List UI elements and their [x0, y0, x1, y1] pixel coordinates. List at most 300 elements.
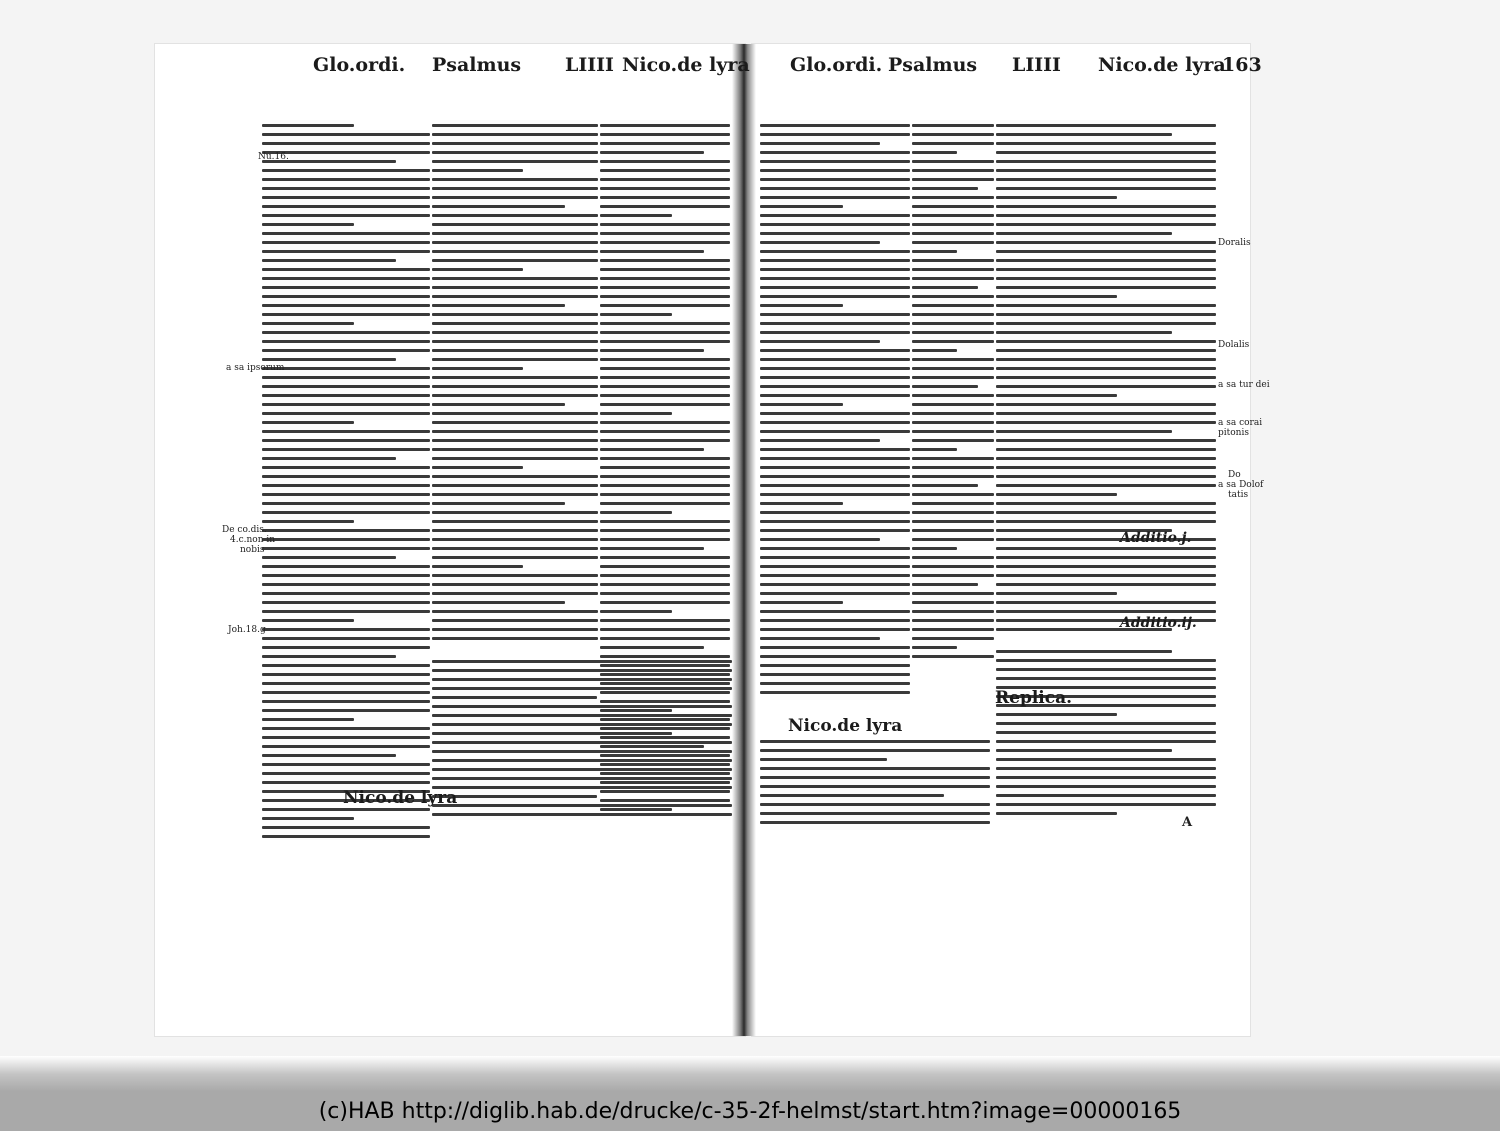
text-line — [912, 448, 957, 451]
text-line — [912, 241, 994, 244]
text-line — [912, 133, 994, 136]
text-line — [600, 322, 730, 325]
text-line — [262, 655, 396, 658]
text-line — [432, 151, 598, 154]
text-line — [760, 385, 910, 388]
text-line — [760, 637, 880, 640]
text-line — [760, 340, 880, 343]
margin-note: Doralis — [1218, 238, 1251, 248]
text-line — [262, 547, 430, 550]
text-line — [262, 394, 430, 397]
text-line — [600, 376, 730, 379]
text-line — [262, 781, 430, 784]
text-line — [432, 484, 598, 487]
right-psalm-text-column — [912, 124, 994, 664]
additio-two-heading: Additio.ij. — [1120, 615, 1197, 631]
text-line — [760, 466, 910, 469]
text-line — [912, 250, 957, 253]
text-line — [760, 259, 910, 262]
text-line — [760, 376, 910, 379]
right-additio-replica-text — [996, 650, 1216, 825]
text-line — [432, 142, 598, 145]
text-line — [912, 340, 994, 343]
text-line — [996, 502, 1216, 505]
text-line — [432, 214, 598, 217]
text-line — [432, 394, 598, 397]
text-line — [760, 556, 910, 559]
right-header-number: LIIII — [1012, 54, 1061, 76]
text-line — [912, 574, 994, 577]
text-line — [600, 466, 730, 469]
text-line — [262, 277, 430, 280]
text-line — [996, 439, 1216, 442]
text-line — [996, 160, 1216, 163]
text-line — [600, 403, 730, 406]
left-header-number: LIIII — [565, 54, 614, 76]
text-line — [996, 205, 1216, 208]
text-line — [262, 583, 430, 586]
right-gloss-column-outer — [996, 124, 1216, 644]
text-line — [760, 812, 990, 815]
left-gloss-column-outer — [262, 124, 430, 849]
text-line — [262, 340, 430, 343]
text-line — [760, 214, 910, 217]
text-line — [600, 358, 730, 361]
text-line — [912, 385, 978, 388]
text-line — [262, 196, 430, 199]
text-line — [432, 556, 598, 559]
text-line — [432, 759, 732, 762]
text-line — [996, 547, 1216, 550]
text-line — [262, 358, 396, 361]
text-line — [912, 475, 994, 478]
text-line — [600, 313, 672, 316]
right-header-psalm: Psalmus — [888, 54, 978, 76]
text-line — [262, 484, 430, 487]
text-line — [600, 457, 730, 460]
text-line — [760, 583, 910, 586]
text-line — [262, 718, 354, 721]
text-line — [600, 565, 730, 568]
text-line — [912, 493, 994, 496]
text-line — [760, 421, 910, 424]
text-line — [262, 466, 430, 469]
text-line — [432, 574, 598, 577]
text-line — [996, 668, 1216, 671]
text-line — [432, 439, 598, 442]
text-line — [996, 520, 1216, 523]
text-line — [912, 529, 994, 532]
text-line — [262, 754, 396, 757]
text-line — [262, 448, 430, 451]
text-line — [600, 367, 730, 370]
text-line — [996, 610, 1216, 613]
text-line — [262, 520, 354, 523]
text-line — [996, 277, 1216, 280]
text-line — [912, 412, 994, 415]
text-line — [600, 601, 730, 604]
text-line — [996, 124, 1216, 127]
text-line — [262, 826, 430, 829]
margin-note: Dolalis — [1218, 340, 1250, 350]
text-line — [912, 367, 994, 370]
text-line — [760, 232, 910, 235]
right-header-gloss: Glo.ordi. — [790, 54, 883, 76]
text-line — [912, 277, 994, 280]
text-line — [432, 322, 598, 325]
text-line — [432, 448, 598, 451]
text-line — [262, 241, 430, 244]
text-line — [600, 484, 730, 487]
text-line — [912, 403, 994, 406]
text-line — [600, 151, 704, 154]
text-line — [432, 547, 598, 550]
text-line — [432, 430, 598, 433]
text-line — [432, 250, 598, 253]
text-line — [996, 304, 1216, 307]
left-header-gloss: Glo.ordi. — [313, 54, 406, 76]
text-line — [996, 196, 1117, 199]
text-line — [432, 565, 523, 568]
text-line — [760, 358, 910, 361]
text-line — [912, 637, 994, 640]
text-line — [262, 772, 430, 775]
text-line — [432, 732, 672, 735]
text-line — [760, 740, 990, 743]
text-line — [432, 493, 598, 496]
text-line — [996, 133, 1172, 136]
text-line — [600, 412, 672, 415]
text-line — [600, 430, 730, 433]
text-line — [262, 286, 430, 289]
text-line — [760, 538, 880, 541]
text-line — [760, 592, 910, 595]
text-line — [760, 520, 910, 523]
text-line — [996, 340, 1216, 343]
text-line — [760, 628, 910, 631]
text-line — [760, 223, 910, 226]
text-line — [262, 385, 430, 388]
text-line — [996, 749, 1172, 752]
text-line — [760, 646, 910, 649]
text-line — [432, 511, 598, 514]
text-line — [262, 610, 430, 613]
text-line — [600, 628, 730, 631]
text-line — [262, 556, 396, 559]
text-line — [996, 794, 1216, 797]
text-line — [760, 457, 910, 460]
margin-note: tatis — [1228, 490, 1249, 500]
text-line — [262, 295, 430, 298]
text-line — [912, 502, 994, 505]
text-line — [432, 813, 732, 816]
text-line — [432, 804, 732, 807]
book-gutter — [732, 44, 756, 1036]
text-line — [760, 502, 843, 505]
text-line — [912, 187, 978, 190]
text-line — [996, 169, 1216, 172]
text-line — [760, 655, 910, 658]
text-line — [600, 277, 730, 280]
text-line — [996, 677, 1216, 680]
text-line — [760, 412, 910, 415]
text-line — [262, 178, 430, 181]
text-line — [760, 160, 910, 163]
text-line — [912, 142, 994, 145]
margin-note: pitonis — [1218, 428, 1249, 438]
margin-note: 4.c.non in — [230, 535, 276, 545]
text-line — [912, 646, 957, 649]
text-line — [600, 124, 730, 127]
footer-bar — [0, 1092, 1500, 1131]
right-lyra-commentary — [760, 740, 990, 835]
text-line — [432, 538, 598, 541]
text-line — [262, 601, 430, 604]
text-line — [262, 493, 430, 496]
text-line — [262, 268, 430, 271]
text-line — [912, 349, 957, 352]
text-line — [760, 169, 910, 172]
text-line — [912, 466, 994, 469]
text-line — [912, 628, 994, 631]
text-line — [996, 803, 1216, 806]
text-line — [996, 511, 1216, 514]
text-line — [432, 421, 598, 424]
text-line — [262, 619, 354, 622]
text-line — [262, 511, 430, 514]
text-line — [760, 286, 910, 289]
margin-note: Do — [1228, 470, 1241, 480]
text-line — [600, 511, 672, 514]
text-line — [996, 322, 1216, 325]
text-line — [912, 205, 994, 208]
text-line — [262, 538, 430, 541]
text-line — [432, 331, 598, 334]
text-line — [262, 187, 430, 190]
text-line — [600, 178, 730, 181]
text-line — [760, 691, 910, 694]
text-line — [912, 358, 994, 361]
text-line — [760, 178, 910, 181]
text-line — [760, 133, 910, 136]
text-line — [996, 358, 1216, 361]
text-line — [262, 736, 430, 739]
replica-heading: Replica. — [995, 688, 1073, 708]
text-line — [600, 610, 672, 613]
text-line — [432, 223, 598, 226]
text-line — [912, 214, 994, 217]
text-line — [996, 394, 1117, 397]
text-line — [912, 457, 994, 460]
text-line — [432, 277, 598, 280]
text-line — [760, 529, 910, 532]
text-line — [432, 178, 598, 181]
text-line — [760, 331, 910, 334]
text-line — [262, 745, 430, 748]
text-line — [432, 669, 732, 672]
text-line — [996, 385, 1216, 388]
text-line — [432, 502, 565, 505]
text-line — [600, 196, 730, 199]
text-line — [600, 529, 730, 532]
text-line — [912, 232, 994, 235]
text-line — [760, 439, 880, 442]
text-line — [262, 331, 430, 334]
text-line — [760, 493, 910, 496]
text-line — [432, 696, 597, 699]
text-line — [760, 619, 910, 622]
text-line — [912, 160, 994, 163]
additio-one-heading: Additio.j. — [1120, 530, 1192, 546]
text-line — [262, 349, 430, 352]
text-line — [262, 259, 396, 262]
text-line — [996, 412, 1216, 415]
text-line — [432, 687, 732, 690]
text-line — [432, 660, 732, 663]
text-line — [262, 205, 430, 208]
text-line — [760, 803, 990, 806]
text-line — [912, 583, 978, 586]
text-line — [760, 304, 843, 307]
text-line — [996, 250, 1216, 253]
text-line — [760, 601, 843, 604]
text-line — [996, 430, 1172, 433]
text-line — [600, 493, 730, 496]
margin-note: a sa tur dei — [1218, 380, 1270, 390]
text-line — [262, 529, 430, 532]
text-line — [912, 259, 994, 262]
text-line — [760, 196, 910, 199]
text-line — [432, 205, 565, 208]
text-line — [996, 142, 1216, 145]
text-line — [996, 556, 1216, 559]
text-line — [432, 169, 523, 172]
text-line — [912, 421, 994, 424]
text-line — [912, 430, 994, 433]
text-line — [996, 466, 1216, 469]
text-line — [760, 448, 910, 451]
text-line — [912, 268, 994, 271]
text-line — [760, 205, 843, 208]
text-line — [912, 394, 994, 397]
text-line — [600, 385, 730, 388]
text-line — [996, 331, 1172, 334]
text-line — [262, 835, 430, 838]
text-line — [996, 223, 1216, 226]
text-line — [432, 133, 598, 136]
right-folio-number: 163 — [1222, 54, 1262, 76]
right-header-author: Nico.de lyra — [1098, 54, 1226, 76]
text-line — [262, 133, 430, 136]
text-line — [432, 412, 598, 415]
text-line — [432, 601, 565, 604]
text-line — [912, 556, 994, 559]
text-line — [760, 664, 910, 667]
text-line — [262, 412, 430, 415]
text-line — [262, 457, 396, 460]
scanner-shadow — [0, 1056, 1500, 1092]
text-line — [432, 349, 598, 352]
text-line — [432, 592, 598, 595]
text-line — [996, 583, 1216, 586]
text-line — [432, 714, 732, 717]
text-line — [996, 448, 1216, 451]
text-line — [262, 376, 430, 379]
text-line — [432, 619, 598, 622]
margin-note: a sa Dolof — [1218, 480, 1264, 490]
text-line — [912, 439, 994, 442]
text-line — [432, 358, 598, 361]
text-line — [262, 214, 430, 217]
text-line — [432, 340, 598, 343]
text-line — [262, 169, 430, 172]
text-line — [996, 592, 1117, 595]
text-line — [432, 385, 598, 388]
signature-mark: A — [1182, 815, 1193, 830]
text-line — [262, 664, 430, 667]
copyright-url: (c)HAB http://diglib.hab.de/drucke/c-35-2f-helmst/start.htm?image=00000165 — [318, 1099, 1182, 1124]
text-line — [996, 421, 1216, 424]
left-lyra-heading: Nico.de lyra — [343, 788, 458, 808]
text-line — [996, 241, 1216, 244]
text-line — [262, 682, 430, 685]
right-gloss-column-inner — [760, 124, 910, 704]
text-line — [262, 124, 354, 127]
text-line — [600, 520, 730, 523]
left-psalm-text-column — [432, 124, 598, 654]
text-line — [996, 574, 1216, 577]
text-line — [262, 646, 430, 649]
text-line — [262, 763, 430, 766]
text-line — [996, 151, 1216, 154]
text-line — [262, 808, 430, 811]
text-line — [600, 259, 730, 262]
text-line — [432, 304, 565, 307]
margin-note: Nu.16. — [258, 152, 289, 162]
text-line — [996, 457, 1216, 460]
text-line — [912, 151, 957, 154]
text-line — [600, 448, 704, 451]
text-line — [432, 457, 598, 460]
text-line — [600, 556, 730, 559]
text-line — [262, 502, 430, 505]
text-line — [912, 592, 994, 595]
text-line — [996, 601, 1216, 604]
text-line — [996, 722, 1216, 725]
text-line — [600, 250, 704, 253]
text-line — [262, 322, 354, 325]
text-line — [432, 466, 523, 469]
text-line — [760, 187, 910, 190]
text-line — [996, 659, 1216, 662]
text-line — [600, 331, 730, 334]
text-line — [262, 223, 354, 226]
text-line — [432, 241, 598, 244]
text-line — [432, 777, 732, 780]
text-line — [600, 241, 730, 244]
text-line — [996, 731, 1216, 734]
text-line — [760, 124, 910, 127]
text-line — [760, 322, 910, 325]
text-line — [760, 673, 910, 676]
text-line — [600, 214, 672, 217]
text-line — [262, 565, 430, 568]
text-line — [432, 529, 598, 532]
text-line — [600, 142, 730, 145]
text-line — [432, 475, 598, 478]
text-line — [760, 367, 910, 370]
text-line — [432, 750, 732, 753]
